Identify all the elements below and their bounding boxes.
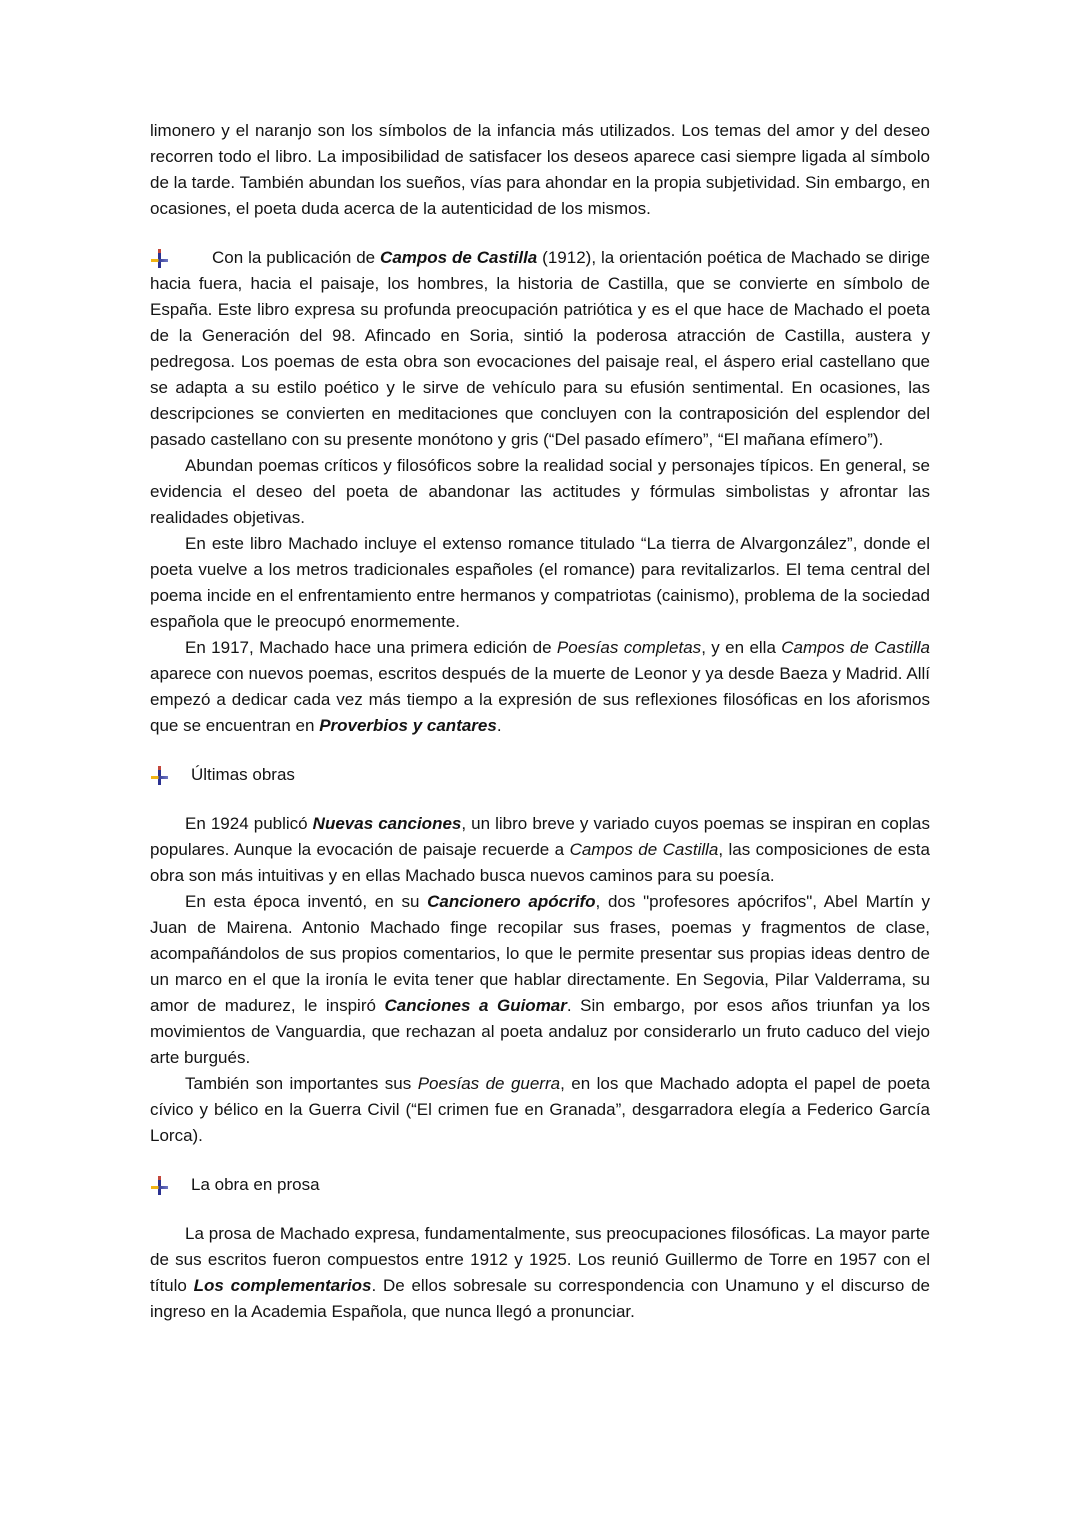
heading-la-obra-en-prosa: [150, 1172, 930, 1198]
book-title: Proverbios y cantares: [319, 716, 497, 735]
book-title: Poesías de guerra: [417, 1074, 561, 1093]
paragraph-la-prosa-de-machado: [150, 1221, 930, 1325]
heading-text: La obra en prosa: [191, 1175, 320, 1194]
paragraph-la-tierra-de-alvargonzalez: [150, 531, 930, 635]
book-title: Poesías completas: [556, 638, 702, 657]
paragraph-poesias-de-guerra: [150, 1071, 930, 1149]
book-title: Nuevas canciones: [312, 814, 462, 833]
text-run: (1912), la orientación poética de Machado se dirige hacia fuera, hacia el paisaje, los hombres, la historia de Castilla, que se convierte en símbolo de España. Este libro expresa su profunda preocupación patriótica y es el que hace de Machado el poeta de la Generación del 98. Afincado en Soria, sintió la poderosa atracción de Castilla, austera y pedregosa. Los poemas de esta obra son evocaciones del paisaje real, el áspero erial castellano que se adapta a su estilo poético y le sirve de vehículo para su efusión sentimental. En ocasiones, las descripciones se convierten en meditaciones que concluyen con la contraposición del esplendor del pasado castellano con su presente monótono y gris (“Del pasado efímero”, “El mañana efímero”).: [150, 248, 931, 449]
bullet-paragraph-campos-de-castilla: [150, 245, 930, 453]
colored-cross-bullet-icon: [151, 1176, 168, 1195]
book-title: Campos de Castilla: [781, 638, 930, 657]
text-run: En 1917, Machado hace una primera edición de: [185, 638, 557, 657]
heading-text: Últimas obras: [191, 765, 295, 784]
paragraph-abundan-poemas: [150, 453, 930, 531]
text-run: , dos "profesores apócrifos", Abel Martín y Juan de Mairena. Antonio Machado finge recopilar sus frases, poemas y fragmentos de clase, acompañándolos de sus propios comentarios, lo que le permite presentar sus propias ideas dentro de un marco en el que la ironía le evita tener que hablar directamente. En Segovia, Pilar Valderrama, su amor de madurez, le inspiró: [150, 892, 930, 1015]
book-title: Campos de Castilla: [569, 840, 719, 859]
text-run: Abundan poemas críticos y filosóficos sobre la realidad social y personajes típicos. En general, se evidencia el deseo del poeta de abandonar las actitudes y fórmulas simbolistas y afrontar las realidades objetivas.: [150, 456, 930, 527]
colored-cross-bullet-icon: [151, 249, 168, 268]
text-run: La prosa de Machado expresa, fundamentalmente, sus preocupaciones filosóficas. La mayor parte de sus escritos fueron compuestos entre 1912 y 1925. Los reunió Guillermo de Torre en 1957 con el título: [150, 1224, 930, 1295]
text-run: limonero y el naranjo son los símbolos de la infancia más utilizados. Los temas del amor y del deseo recorren todo el libro. La imposibilidad de satisfacer los deseos aparece casi siempre ligada al símbolo de la tarde. También abundan los sueños, vías para ahondar en la propia subjetividad. Sin embargo, en ocasiones, el poeta duda acerca de la autenticidad de los mismos.: [150, 121, 930, 218]
paragraph-cancionero-apocrifo: [150, 889, 930, 1071]
text-run: . Sin embargo, por esos años triunfan ya los movimientos de Vanguardia, que rechazan al poeta andaluz por considerarlo un fruto caduco del viejo arte burgués.: [150, 996, 930, 1067]
colored-cross-bullet-icon: [151, 766, 168, 785]
text-run: , y en ella: [701, 638, 782, 657]
text-run: .: [496, 716, 502, 735]
book-title: Cancionero apócrifo: [427, 892, 596, 911]
text-run: En este libro Machado incluye el extenso romance titulado “La tierra de Alvargonzález”, donde el poeta vuelve a los metros tradicionales españoles (el romance) para revitalizarlos. El tema central del poema incide en el enfrentamiento entre hermanos y compatriotas (cainismo), problema de la sociedad española que le preocupó enormemente.: [150, 534, 930, 631]
text-run: También son importantes sus: [185, 1074, 418, 1093]
book-title: Campos de Castilla: [380, 248, 538, 267]
book-title: Canciones a Guiomar: [384, 996, 567, 1015]
paragraph-nuevas-canciones-1924: [150, 811, 930, 889]
book-title: Los complementarios: [193, 1276, 372, 1295]
text-run: En esta época inventó, en su: [185, 892, 428, 911]
text-run: , las composiciones de esta obra son más intuitivas y en ellas Machado busca nuevos caminos para su poesía.: [150, 840, 930, 885]
text-run: . De ellos sobresale su correspondencia con Unamuno y el discurso de ingreso en la Academia Española, que nunca llegó a pronunciar.: [150, 1276, 930, 1321]
paragraph-poesias-completas-1917: [150, 635, 930, 739]
text-run: En 1924 publicó: [185, 814, 313, 833]
text-run: , en los que Machado adopta el papel de poeta cívico y bélico en la Guerra Civil (“El crimen fue en Granada”, desgarradora elegía a Federico García Lorca).: [150, 1074, 930, 1145]
heading-ultimas-obras: [150, 762, 930, 788]
text-run: , un libro breve y variado cuyos poemas se inspiran en coplas populares. Aunque la evocación de paisaje recuerde a: [150, 814, 931, 859]
text-run: Con la publicación de: [212, 248, 381, 267]
paragraph-continuation: [150, 118, 930, 222]
text-run: aparece con nuevos poemas, escritos después de la muerte de Leonor y ya desde Baeza y Madrid. Allí empezó a dedicar cada vez más tiempo a la expresión de sus reflexiones filosóficas en los aforismos que se encuentran en: [150, 664, 930, 735]
